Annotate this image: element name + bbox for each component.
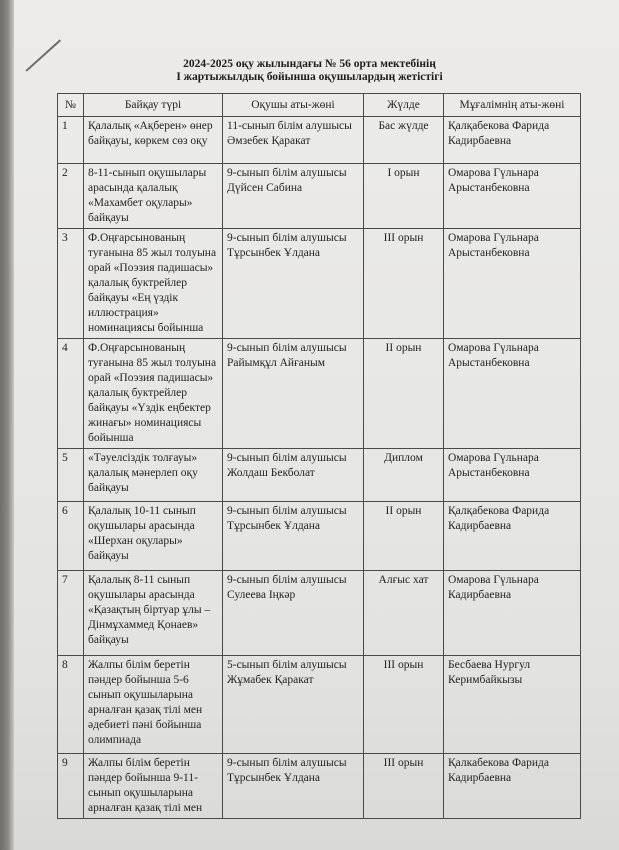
row-number: 6: [58, 502, 84, 571]
table-row: [58, 502, 581, 571]
table-row: [58, 754, 581, 819]
contest-cell: Жалпы білім беретін пәндер бойынша 5-6 сынып оқушыларына арналған қазақ тілі мен әдебиеті пәні бойынша олимпиада: [84, 656, 223, 754]
header-student: Оқушы аты-жөні: [223, 94, 364, 117]
place-cell: ІІІ орын: [364, 229, 444, 339]
row-number: 9: [58, 754, 84, 819]
teacher-cell: Омарова Гүльнара Арыстанбековна: [444, 229, 581, 339]
teacher-cell: Қалкабекова Фарида Кадирбаевна: [444, 754, 581, 819]
row-number: 3: [58, 229, 84, 339]
place-cell: ІІІ орын: [364, 754, 444, 819]
contest-cell: Ф.Оңғарсынованың туғанына 85 жыл толуына орай «Поэзия падишасы» қалалық буктрейлер байқауы «Үздік еңбектер жинағы» номинациясы бойынша: [84, 339, 223, 449]
contest-cell: Қалалық «Ақберен» өнер байқауы, көркем сөз оқу: [84, 117, 223, 164]
row-number: 1: [58, 117, 84, 164]
teacher-cell: Омарова Гүльнара Арыстанбековна: [444, 164, 581, 229]
contest-cell: 8-11-сынып оқушылары арасында қалалық «Махамбет оқулары» байқауы: [84, 164, 223, 229]
student-cell: 9-сынып білім алушысы Тұрсынбек Ұлдана: [223, 502, 364, 571]
contest-cell: «Тәуелсіздік толғауы» қалалық мәнерлеп оқу байқауы: [84, 449, 223, 502]
student-cell: 11-сынып білім алушысы Әмзебек Қаракат: [223, 117, 364, 164]
table-row: [58, 164, 581, 229]
table-row: [58, 229, 581, 339]
document-title-line-2: І жартыжылдық бойынша оқушылардың жетістігі: [176, 71, 443, 83]
student-cell: 9-сынып білім алушысы Райымқұл Айғаным: [223, 339, 364, 449]
place-cell: Бас жүлде: [364, 117, 444, 164]
header-number: №: [58, 94, 84, 117]
table-row: [58, 571, 581, 656]
student-cell: 9-сынып білім алушысы Жолдаш Бекболат: [223, 449, 364, 502]
teacher-cell: Омарова Гүльнара Арыстанбековна: [444, 449, 581, 502]
place-cell: Алғыс хат: [364, 571, 444, 656]
row-number: 4: [58, 339, 84, 449]
place-cell: ІІІ орын: [364, 656, 444, 754]
table-row: [58, 339, 581, 449]
header-contest: Байқау түрі: [84, 94, 223, 117]
row-number: 8: [58, 656, 84, 754]
teacher-cell: Омарова Гүльнара Арыстанбековна: [444, 339, 581, 449]
table-row: [58, 656, 581, 754]
student-cell: 9-сынып білім алушысы Сулеева Іңкәр: [223, 571, 364, 656]
table-row: [58, 449, 581, 502]
place-cell: І орын: [364, 164, 444, 229]
header-row: [58, 94, 581, 117]
document-title-line-1: 2024-2025 оқу жылындағы № 56 орта мектебінің: [183, 58, 436, 70]
row-number: 2: [58, 164, 84, 229]
row-number: 7: [58, 571, 84, 656]
contest-cell: Жалпы білім беретін пәндер бойынша 9-11-сынып оқушыларына арналған қазақ тілі мен: [84, 754, 223, 819]
row-number: 5: [58, 449, 84, 502]
teacher-cell: Қалқабекова Фарида Кадирбаевна: [444, 502, 581, 571]
achievements-table: [57, 93, 581, 819]
student-cell: 5-сынып білім алушысы Жұмабек Қаракат: [223, 656, 364, 754]
student-cell: 9-сынып білім алушысы Тұрсынбек Ұлдана: [223, 754, 364, 819]
header-teacher: Мұғалімнің аты-жөні: [444, 94, 581, 117]
header-place: Жүлде: [364, 94, 444, 117]
place-cell: ІІ орын: [364, 502, 444, 571]
student-cell: 9-сынып білім алушысы Дүйсен Сабина: [223, 164, 364, 229]
place-cell: ІІ орын: [364, 339, 444, 449]
contest-cell: Қалалық 10-11 сынып оқушылары арасында «Шерхан оқулары» байқауы: [84, 502, 223, 571]
teacher-cell: Қалқабекова Фарида Кадирбаевна: [444, 117, 581, 164]
contest-cell: Ф.Оңғарсынованың туғанына 85 жыл толуына орай «Поэзия падишасы» қалалық буктрейлер байқауы «Ең үздік иллюстрация» номинациясы бойынша: [84, 229, 223, 339]
student-cell: 9-сынып білім алушысы Тұрсынбек Ұлдана: [223, 229, 364, 339]
teacher-cell: Омарова Гүльнара Кадирбаевна: [444, 571, 581, 656]
contest-cell: Қалалық 8-11 сынып оқушылары арасында «Қазақтың біртуар ұлы – Дінмұхаммед Қонаев» байқауы: [84, 571, 223, 656]
place-cell: Диплом: [364, 449, 444, 502]
teacher-cell: Бесбаева Нургул Керимбайкызы: [444, 656, 581, 754]
table-row: [58, 117, 581, 164]
